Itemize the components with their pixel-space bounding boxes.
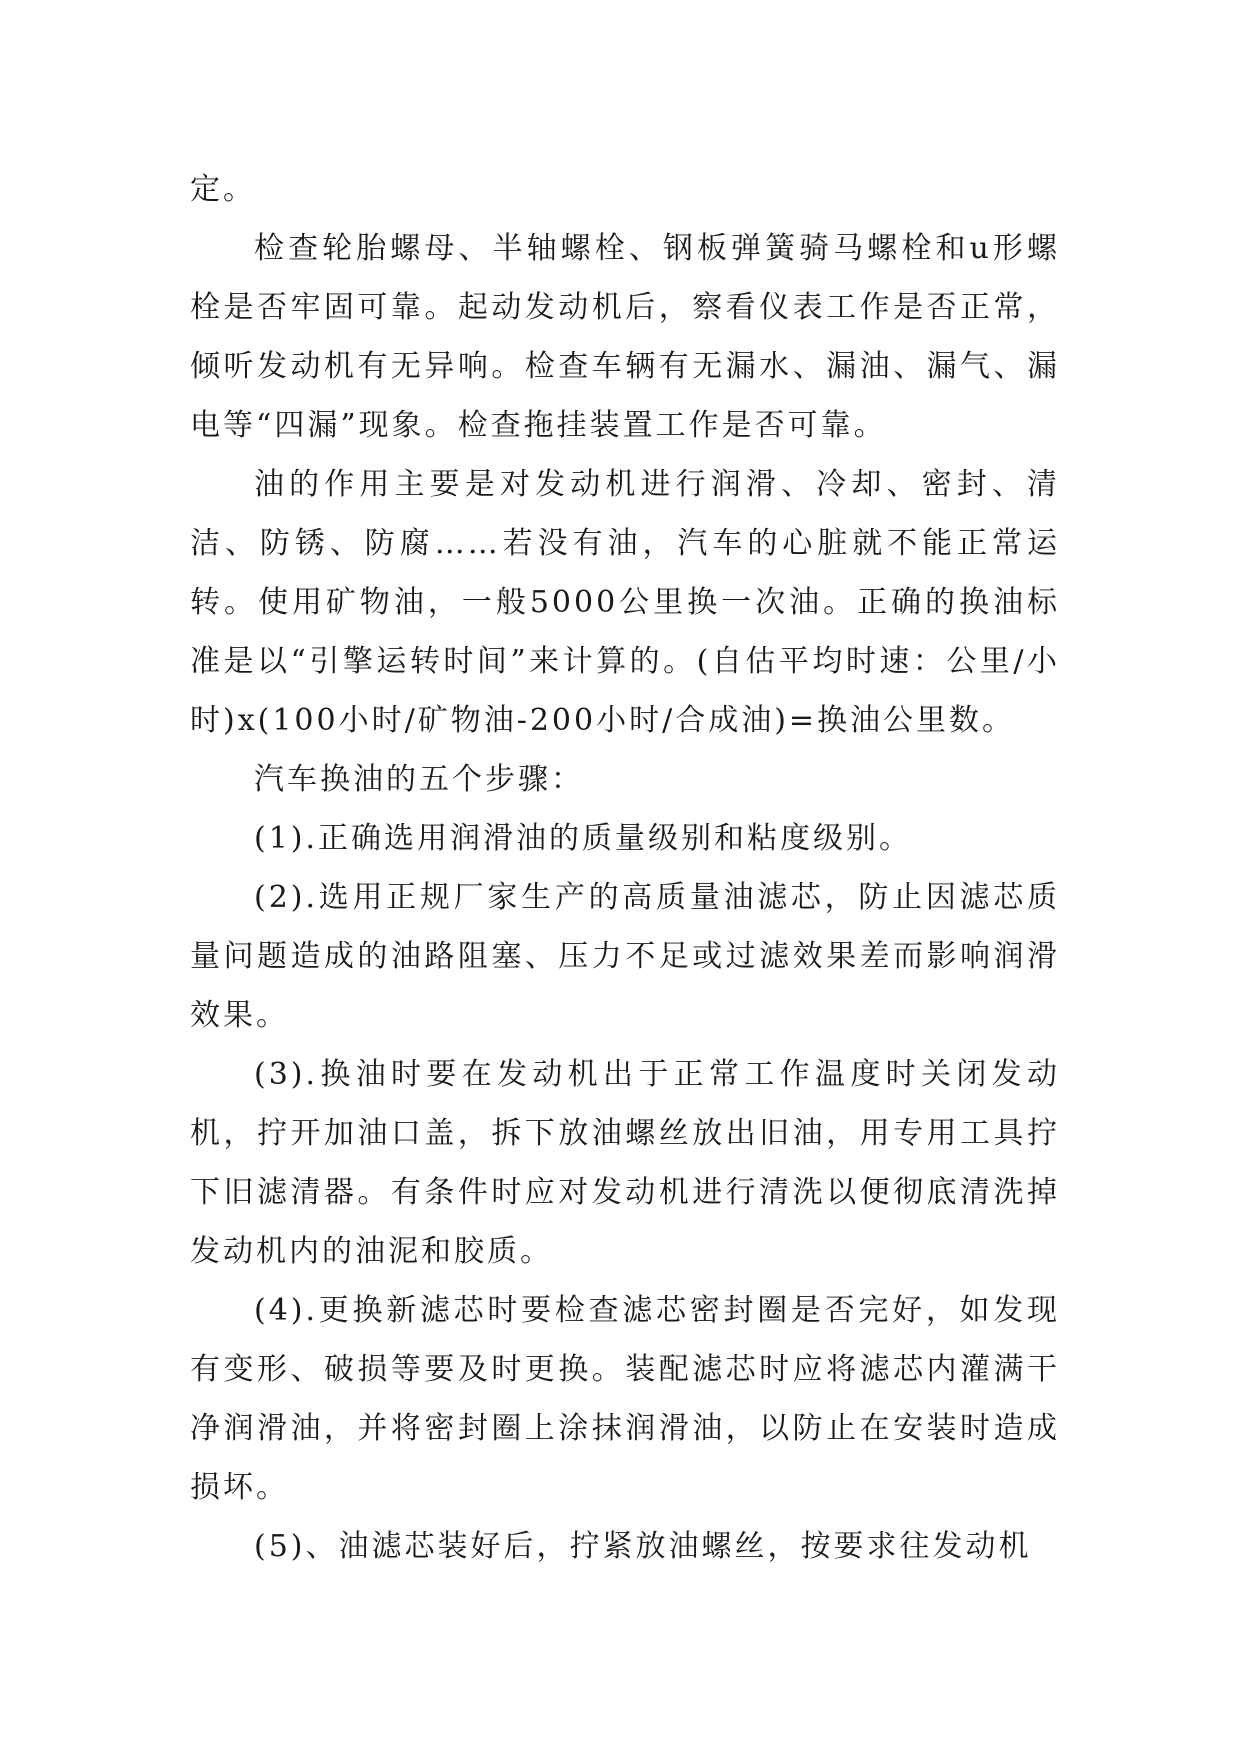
paragraph-step-3: (3).换油时要在发动机出于正常工作温度时关闭发动机，拧开加油口盖，拆下放油螺丝放出旧油，用专用工具拧下旧滤清器。有条件时应对发动机进行清洗以便彻底清洗掉发动机内的油泥和胶质。 [190, 1057, 1060, 1269]
paragraph-oil-function: 油的作用主要是对发动机进行润滑、冷却、密封、清洁、防锈、防腐……若没有油，汽车的心脏就不能正常运转。使用矿物油，一般5000公里换一次油。正确的换油标准是以“引擎运转时间”来计算的。(自估平均时速：公里/小时)x(100小时/矿物油-200小时/合成油)=换油公里数。 [190, 467, 1060, 738]
paragraph-step-5: (5)、油滤芯装好后，拧紧放油螺丝，按要求往发动机 [254, 1529, 1032, 1564]
paragraph-step-1: (1).正确选用润滑油的质量级别和粘度级别。 [254, 821, 913, 856]
document-body [190, 160, 1060, 1576]
paragraph-step-4: (4).更换新滤芯时要检查滤芯密封圈是否完好，如发现有变形、破损等要及时更换。装配滤芯时应将滤芯内灌满干净润滑油，并将密封圈上涂抹润滑油，以防止在安装时造成损坏。 [190, 1293, 1060, 1505]
paragraph-step-2: (2).选用正规厂家生产的高质量油滤芯，防止因滤芯质量问题造成的油路阻塞、压力不足或过滤效果差而影响润滑效果。 [190, 880, 1060, 1033]
paragraph-steps-heading: 汽车换油的五个步骤： [254, 762, 584, 797]
paragraph-continuation: 定。 [190, 172, 256, 207]
paragraph-inspection: 检查轮胎螺母、半轴螺栓、钢板弹簧骑马螺栓和u形螺栓是否牢固可靠。起动发动机后，察看仪表工作是否正常，倾听发动机有无异响。检查车辆有无漏水、漏油、漏气、漏电等“四漏”现象。检查拖挂装置工作是否可靠。 [190, 231, 1060, 443]
